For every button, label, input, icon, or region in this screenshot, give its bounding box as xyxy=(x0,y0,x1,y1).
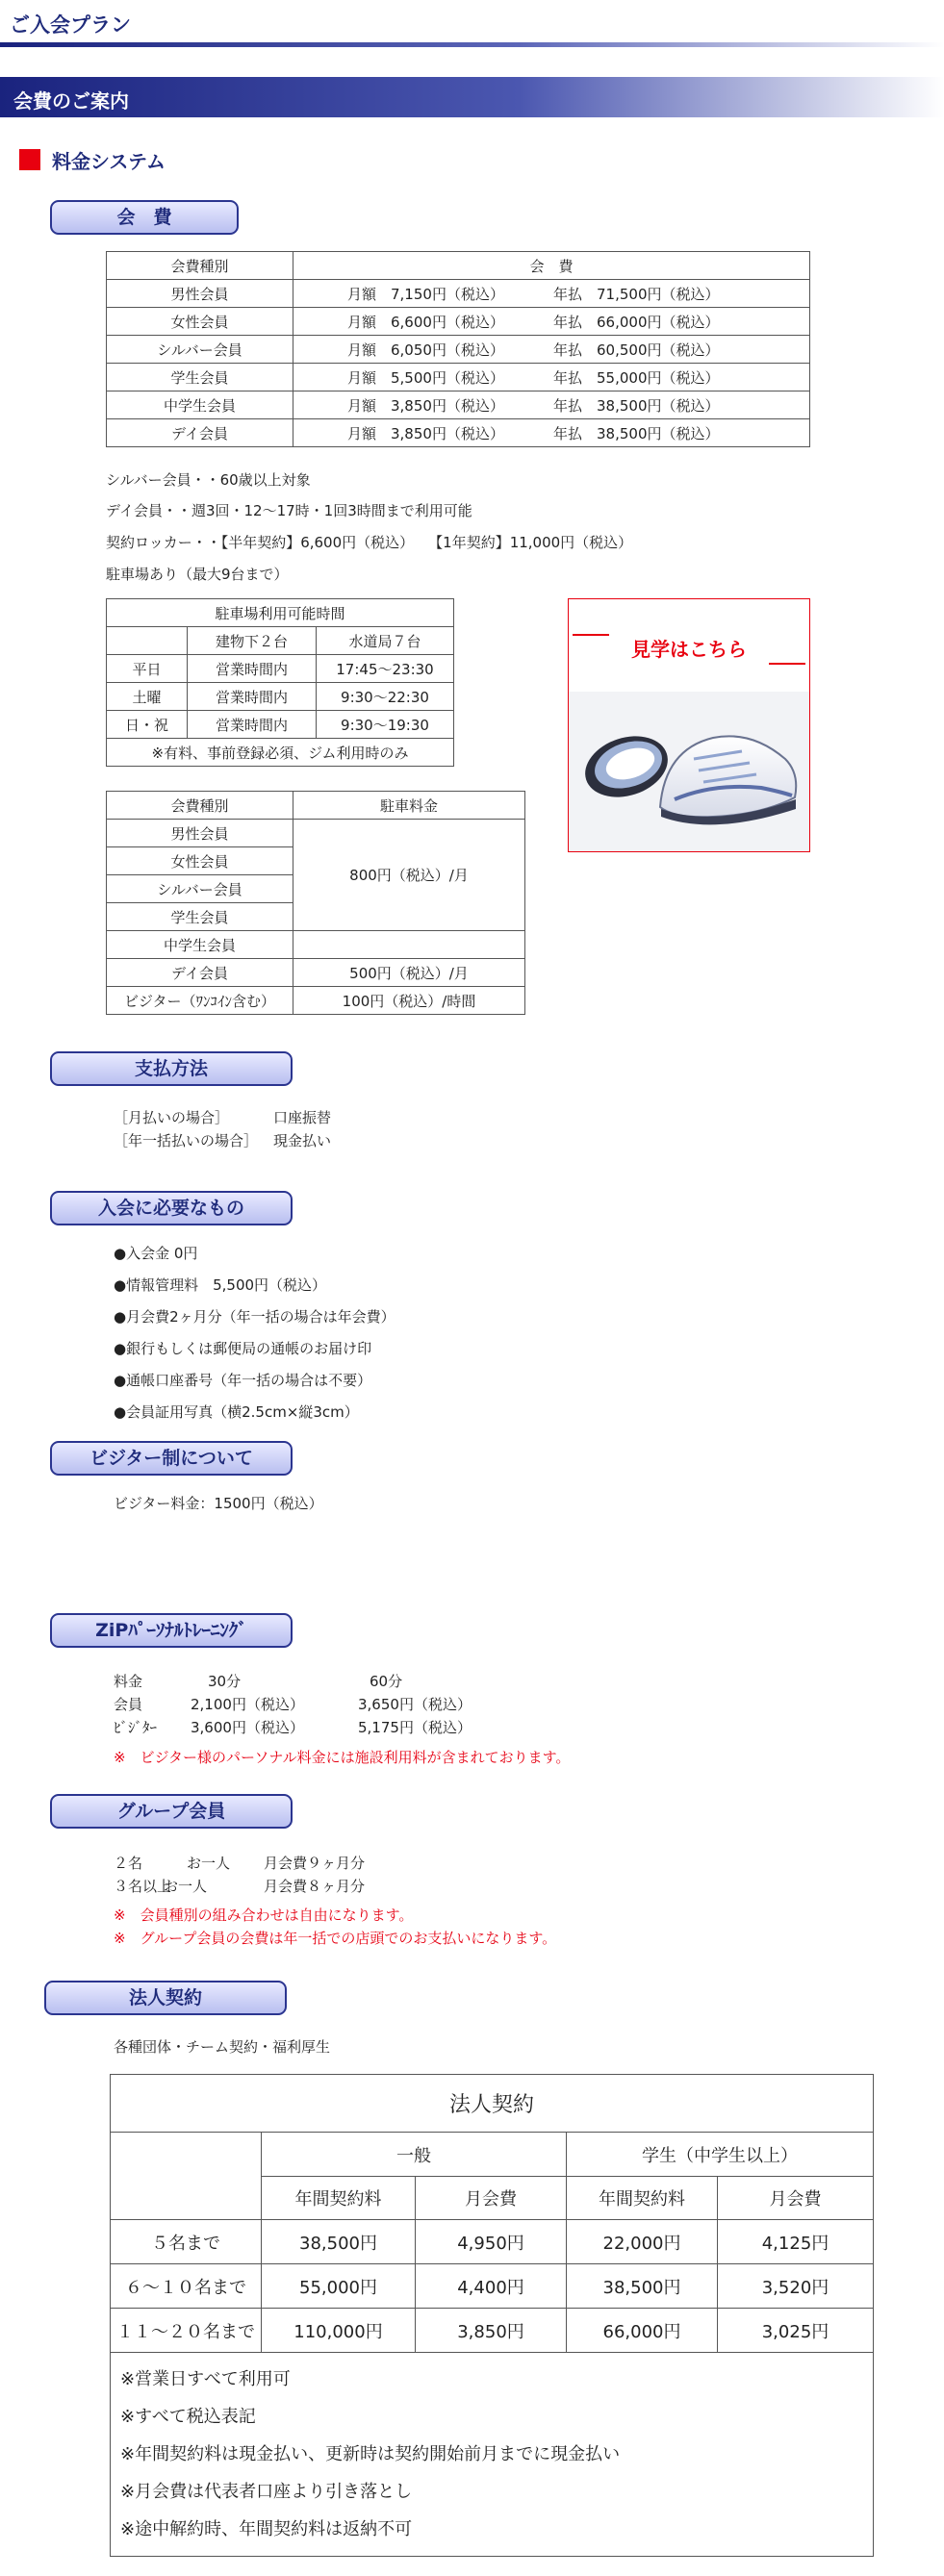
corp-row-label: ５名まで xyxy=(111,2220,262,2264)
fee-yearly: 年払 60,500円（税込） xyxy=(553,341,720,359)
parking-type: デイ会員 xyxy=(107,959,293,987)
fee-monthly: 月額 6,050円（税込） xyxy=(347,341,504,359)
payment-heading: 支払方法 xyxy=(50,1051,293,1086)
fee-table xyxy=(106,251,810,447)
corp-note: ※途中解約時、年間契約料は返納不可 xyxy=(120,2519,413,2539)
fee-value xyxy=(293,280,810,308)
group-note: ※ グループ会員の会費は年一括での店頭でのお支払いになります。 xyxy=(114,1930,557,1947)
group-fee: 月会費９ヶ月分 xyxy=(264,1855,366,1872)
requirement-item: ●入会金 0円 xyxy=(114,1245,198,1262)
personal-heading: ZiPﾊﾟｰｿﾅﾙﾄﾚｰﾆﾝｸﾞ xyxy=(50,1613,293,1648)
table-row xyxy=(107,987,525,1015)
table-row xyxy=(107,308,810,336)
table-row xyxy=(111,2075,874,2133)
table-row xyxy=(107,711,454,739)
corp-note: ※月会費は代表者口座より引き落とし xyxy=(120,2482,413,2502)
requirement-item: ●月会費2ヶ月分（年一括の場合は年会費） xyxy=(114,1308,395,1326)
group-count: ２名 xyxy=(114,1855,143,1872)
corp-group-student: 学生（中学生以上） xyxy=(567,2133,874,2177)
table-row xyxy=(107,931,525,959)
section-band xyxy=(0,77,944,117)
corp-g-annual: 38,500円 xyxy=(262,2220,416,2264)
requirement-item: ●銀行もしくは郵便局の通帳のお届け印 xyxy=(114,1340,372,1357)
parking-type: 中学生会員 xyxy=(107,931,293,959)
group-note: ※ 会員種別の組み合わせは自由になります。 xyxy=(114,1907,414,1924)
corp-g-monthly: 4,400円 xyxy=(416,2264,567,2309)
corp-col-annual: 年間契約料 xyxy=(567,2177,718,2220)
parking-col-building: 建物下２台 xyxy=(188,627,317,655)
fee-type: シルバー会員 xyxy=(107,336,293,364)
fee-note-locker: 契約ロッカー・・【半年契約】6,600円（税込） 【1年契約】11,000円（税込） xyxy=(106,534,633,551)
corp-col-monthly: 月会費 xyxy=(718,2177,874,2220)
fee-value xyxy=(293,419,810,447)
hours-a: 営業時間内 xyxy=(188,711,317,739)
table-row xyxy=(107,792,525,820)
requirement-item: ●通帳口座番号（年一括の場合は不要） xyxy=(114,1372,372,1389)
corp-row-label: ６～１０名まで xyxy=(111,2264,262,2309)
visitor-fee: ビジター料金：1500円（税込） xyxy=(114,1495,323,1512)
table-row xyxy=(111,2264,874,2309)
section-title: 会費のご案内 xyxy=(13,89,129,113)
fee-monthly: 月額 7,150円（税込） xyxy=(347,285,504,303)
corp-s-annual: 38,500円 xyxy=(567,2264,718,2309)
personal-member-label: 会員 xyxy=(114,1696,143,1713)
day-label: 平日 xyxy=(107,655,188,683)
corp-g-annual: 55,000円 xyxy=(262,2264,416,2309)
corp-note: ※営業日すべて利用可 xyxy=(120,2369,291,2389)
blank-cell xyxy=(293,931,525,959)
parking-type: 男性会員 xyxy=(107,820,293,847)
group-per: お一人 xyxy=(164,1878,208,1895)
corp-col-annual: 年間契約料 xyxy=(262,2177,416,2220)
sneaker-icon xyxy=(569,692,809,851)
personal-visitor-60: 5,175円（税込） xyxy=(358,1719,472,1736)
table-row xyxy=(107,599,454,627)
parking-type: 学生会員 xyxy=(107,903,293,931)
fee-value xyxy=(293,391,810,419)
table-row xyxy=(107,391,810,419)
parking-fee-col-type: 会費種別 xyxy=(107,792,293,820)
table-row xyxy=(111,2220,874,2264)
personal-visitor-30: 3,600円（税込） xyxy=(191,1719,304,1736)
parking-col-water: 水道局７台 xyxy=(317,627,454,655)
blank-cell xyxy=(111,2133,262,2220)
fee-value xyxy=(293,308,810,336)
corp-note: ※すべて税込表記 xyxy=(120,2407,256,2427)
personal-visitor-label: ﾋﾞｼﾞﾀｰ xyxy=(114,1719,158,1736)
table-row xyxy=(111,2353,874,2557)
parking-type: ビジター（ﾜﾝｺｲﾝ含む） xyxy=(107,987,293,1015)
fee-note-day: デイ会員・・週3回・12～17時・1回3時間まで利用可能 xyxy=(106,502,472,519)
day-label: 日・祝 xyxy=(107,711,188,739)
fee-type: 中学生会員 xyxy=(107,391,293,419)
page-title: ご入会プラン xyxy=(10,13,131,37)
title-underline xyxy=(0,42,944,47)
group-per: お一人 xyxy=(187,1855,231,1872)
fee-monthly: 月額 5,500円（税込） xyxy=(347,368,504,387)
corp-s-annual: 66,000円 xyxy=(567,2309,718,2353)
hours-b: 17:45～23:30 xyxy=(317,655,454,683)
corp-col-monthly: 月会費 xyxy=(416,2177,567,2220)
fee-col-type: 会費種別 xyxy=(107,252,293,280)
table-row xyxy=(107,959,525,987)
corp-s-annual: 22,000円 xyxy=(567,2220,718,2264)
table-row xyxy=(107,419,810,447)
corp-note: ※年間契約料は現金払い、更新時は契約開始前月までに現金払い xyxy=(120,2444,621,2464)
table-row xyxy=(107,820,525,847)
table-row xyxy=(107,739,454,767)
group-count: ３名以上 xyxy=(114,1878,172,1895)
corp-group-general: 一般 xyxy=(262,2133,567,2177)
red-square-icon xyxy=(19,149,40,170)
parking-fee-visitor: 100円（税込）/時間 xyxy=(293,987,525,1015)
fee-yearly: 年払 38,500円（税込） xyxy=(553,424,720,442)
table-row xyxy=(107,655,454,683)
corporate-intro: 各種団体・チーム契約・福利厚生 xyxy=(114,2038,331,2056)
corporate-table xyxy=(110,2074,874,2557)
fee-type: 男性会員 xyxy=(107,280,293,308)
personal-header-60: 60分 xyxy=(370,1673,403,1690)
corp-row-label: １１～２０名まで xyxy=(111,2309,262,2353)
personal-member-60: 3,650円（税込） xyxy=(358,1696,472,1713)
fee-type: 学生会員 xyxy=(107,364,293,391)
fee-type: デイ会員 xyxy=(107,419,293,447)
payment-label-yearly: ［年一括払いの場合］ xyxy=(114,1132,259,1149)
fee-yearly: 年払 71,500円（税込） xyxy=(553,285,720,303)
fee-yearly: 年払 38,500円（税込） xyxy=(553,396,720,415)
parking-hours-table xyxy=(106,598,454,767)
hours-b: 9:30～19:30 xyxy=(317,711,454,739)
hours-a: 営業時間内 xyxy=(188,655,317,683)
visit-banner-header xyxy=(569,599,809,692)
fees-heading: 会 費 xyxy=(50,200,239,235)
fee-col-fee: 会 費 xyxy=(293,252,810,280)
fee-table-header xyxy=(107,252,810,280)
visit-link[interactable]: 見学はこちら xyxy=(631,638,747,661)
requirement-item: ●会員証用写真（横2.5cm×縦3cm） xyxy=(114,1403,359,1421)
table-row xyxy=(107,280,810,308)
fee-value xyxy=(293,336,810,364)
fee-note-silver: シルバー会員・・60歳以上対象 xyxy=(106,471,311,489)
fee-yearly: 年払 66,000円（税込） xyxy=(553,313,720,331)
blank-cell xyxy=(107,627,188,655)
personal-header-label: 料金 xyxy=(114,1673,143,1690)
parking-type: シルバー会員 xyxy=(107,875,293,903)
parking-fee-col-fee: 駐車料金 xyxy=(293,792,525,820)
table-row xyxy=(107,683,454,711)
sneaker-image xyxy=(569,692,809,851)
fee-monthly: 月額 3,850円（税込） xyxy=(347,396,504,415)
corp-s-monthly: 3,025円 xyxy=(718,2309,874,2353)
price-system-title: 料金システム xyxy=(52,150,166,173)
visitor-heading: ビジター制について xyxy=(50,1441,293,1476)
parking-hours-title: 駐車場利用可能時間 xyxy=(107,599,454,627)
requirements-heading: 入会に必要なもの xyxy=(50,1191,293,1225)
group-fee: 月会費８ヶ月分 xyxy=(264,1878,366,1895)
hours-b: 9:30～22:30 xyxy=(317,683,454,711)
red-line xyxy=(769,663,805,665)
payment-value-yearly: 現金払い xyxy=(273,1132,332,1149)
fee-monthly: 月額 6,600円（税込） xyxy=(347,313,504,331)
corporate-heading: 法人契約 xyxy=(44,1981,287,2015)
payment-value-monthly: 口座振替 xyxy=(273,1109,332,1126)
fee-type: 女性会員 xyxy=(107,308,293,336)
page-title-bar xyxy=(0,0,944,46)
corp-g-monthly: 4,950円 xyxy=(416,2220,567,2264)
day-label: 土曜 xyxy=(107,683,188,711)
fee-yearly: 年払 55,000円（税込） xyxy=(553,368,720,387)
parking-fee-day: 500円（税込）/月 xyxy=(293,959,525,987)
payment-label-monthly: ［月払いの場合］ xyxy=(114,1109,230,1126)
corp-g-annual: 110,000円 xyxy=(262,2309,416,2353)
group-heading: グループ会員 xyxy=(50,1794,293,1829)
table-row xyxy=(111,2309,874,2353)
fee-value xyxy=(293,364,810,391)
fee-note-parking: 駐車場あり（最大9台まで） xyxy=(106,566,289,583)
requirement-item: ●情報管理料 5,500円（税込） xyxy=(114,1276,327,1294)
parking-fee-table xyxy=(106,791,525,1015)
parking-type: 女性会員 xyxy=(107,847,293,875)
personal-member-30: 2,100円（税込） xyxy=(191,1696,304,1713)
table-row xyxy=(107,364,810,391)
personal-header-30: 30分 xyxy=(208,1673,242,1690)
table-row xyxy=(111,2133,874,2177)
corporate-table-title: 法人契約 xyxy=(111,2075,874,2133)
fee-monthly: 月額 3,850円（税込） xyxy=(347,424,504,442)
visit-banner[interactable] xyxy=(568,598,810,852)
table-row xyxy=(107,336,810,364)
corp-s-monthly: 4,125円 xyxy=(718,2220,874,2264)
parking-fee-group: 800円（税込）/月 xyxy=(293,820,525,931)
parking-hours-footnote: ※有料、事前登録必須、ジム利用時のみ xyxy=(107,739,454,767)
table-row xyxy=(107,627,454,655)
personal-note: ※ ビジター様のパーソナル料金には施設利用料が含まれております。 xyxy=(114,1749,571,1766)
corp-notes xyxy=(111,2353,874,2557)
corp-s-monthly: 3,520円 xyxy=(718,2264,874,2309)
hours-a: 営業時間内 xyxy=(188,683,317,711)
corp-g-monthly: 3,850円 xyxy=(416,2309,567,2353)
